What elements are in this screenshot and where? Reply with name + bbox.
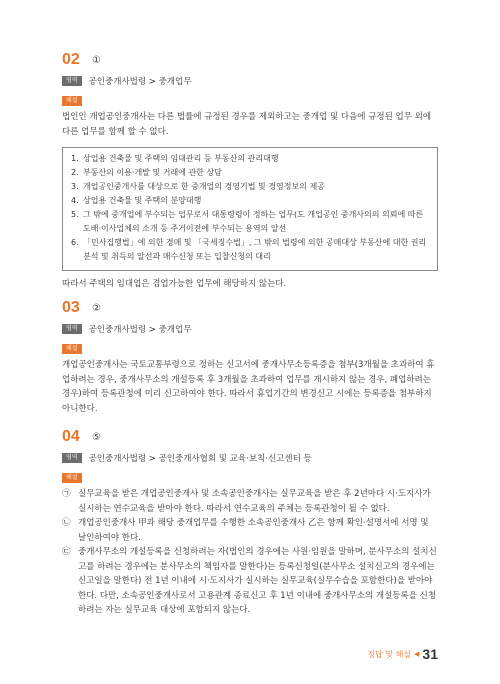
question-header — [62, 427, 438, 447]
question-02-section — [62, 50, 438, 292]
explanation-text: 법인인 개업공인중개사는 다른 법률에 규정된 경우를 제외하고는 중개업 및 다음에 규정된 업무 외에 다른 업무를 함께 할 수 없다. — [62, 112, 432, 137]
question-number: 04 — [62, 428, 80, 445]
question-header — [62, 50, 438, 70]
footer-label: 정답 및 해설 — [367, 649, 412, 659]
topic-path: 공인중개사법령 > 공인중개사협회 및 교육·보칙·신고센터 등 — [88, 454, 312, 464]
question-04-section — [62, 427, 438, 618]
list-item: ㉡ 개업공인중개사 甲과 해당 중개업무를 수행한 소속공인중개사 乙은 함께 확인·설명서에 서명 및 날인하여야 한다. — [62, 518, 429, 543]
list-item: 4. 상업용 건축물 및 주택의 분양대행 — [71, 196, 202, 205]
answer-marker: ⑤ — [92, 431, 101, 443]
area-tag: 영역 — [62, 324, 82, 334]
question-03-section — [62, 298, 438, 416]
area-row — [62, 75, 438, 87]
area-row — [62, 323, 438, 335]
explanation-list — [62, 487, 438, 618]
page-footer — [367, 646, 438, 662]
explanation-tag: 해설 — [62, 344, 82, 354]
list-item: 6. 「민사집행법」에 의한 경매 및 「국세징수법」, 그 밖의 법령에 의한 공매대상 부동산에 대한 권리분석 및 취득의 알선과 매수신청 또는 입찰신청의 대리 — [71, 238, 427, 261]
explanation-text: 개업공인중개사는 국토교통부령으로 정하는 신고서에 중개사무소등록증을 첨부(3개월을 초과하여 휴업하려는 경우, 중개사무소의 개설등록 후 3개월을 초과하여 업무를 개시하지 않는 경우, 폐업하려는 경우)하여 등록관청에 미리 신고하여야 한다. 따라서 휴업기간의 변경신고 시에는 등록증을 첨부하지 아니한다. — [62, 360, 435, 414]
list-item: ㉠ 실무교육을 받은 개업공인중개사 및 소속공인중개사는 실무교육을 받은 후 2년마다 시·도지사가 실시하는 연수교육을 받아야 한다. 따라서 연수교육의 주체는 등록관청이 될 수 없다. — [62, 489, 431, 514]
page-number: 31 — [422, 646, 438, 662]
answer-marker: ② — [92, 302, 101, 314]
list-item: 1. 상업용 건축물 및 주택의 임대관리 등 부동산의 관리대행 — [71, 154, 279, 163]
topic-path: 공인중개사법령 > 중개업무 — [88, 77, 192, 87]
question-number: 03 — [62, 299, 80, 316]
explanation-tag: 해설 — [62, 473, 82, 483]
business-list-box — [62, 147, 438, 271]
list-item: 3. 개업공인중개사를 대상으로 한 중개업의 경영기법 및 경영정보의 제공 — [71, 182, 325, 191]
list-item: ㉢ 중개사무소의 개설등록을 신청하려는 자(법인의 경우에는 사원·임원을 말하며, 분사무소의 설치신고를 하려는 경우에는 분사무소의 책임자를 말한다)는 등록신청일(분사무소 설치신고의 경우에는 신고일을 말한다) 전 1년 이내에 시·도지사가 실시하는 실무교육(실무수습을 포함한다)을 받아야 한다. 다만, 소속공인중개사로서 고용관계 종료신고 후 1년 이내에 중개사무소의 개설등록을 신청하려는 자는 실무교육 대상에 포함되지 않는다. — [62, 547, 437, 615]
list-item: 5. 그 밖에 중개업에 부수되는 업무로서 대통령령이 정하는 업무(도 개업공인 중개사의의 의뢰에 따른 도배·이사업체의 소개 등 주거이전에 부수되는 용역의 알선 — [71, 210, 424, 233]
arrow-icon: ◀ — [414, 650, 420, 658]
question-header — [62, 298, 438, 318]
explanation-tag: 해설 — [62, 96, 82, 106]
question-number: 02 — [62, 51, 80, 68]
topic-path: 공인중개사법령 > 중개업무 — [88, 325, 192, 335]
answer-marker: ① — [92, 54, 101, 66]
area-row — [62, 452, 438, 464]
list-item: 2. 부동산의 이용·개발 및 거래에 관한 상담 — [71, 168, 222, 177]
area-tag: 영역 — [62, 76, 82, 86]
conclusion-text: 따라서 주택의 임대업은 겸업가능한 업무에 해당하지 않는다. — [62, 279, 287, 289]
area-tag: 영역 — [62, 453, 82, 463]
